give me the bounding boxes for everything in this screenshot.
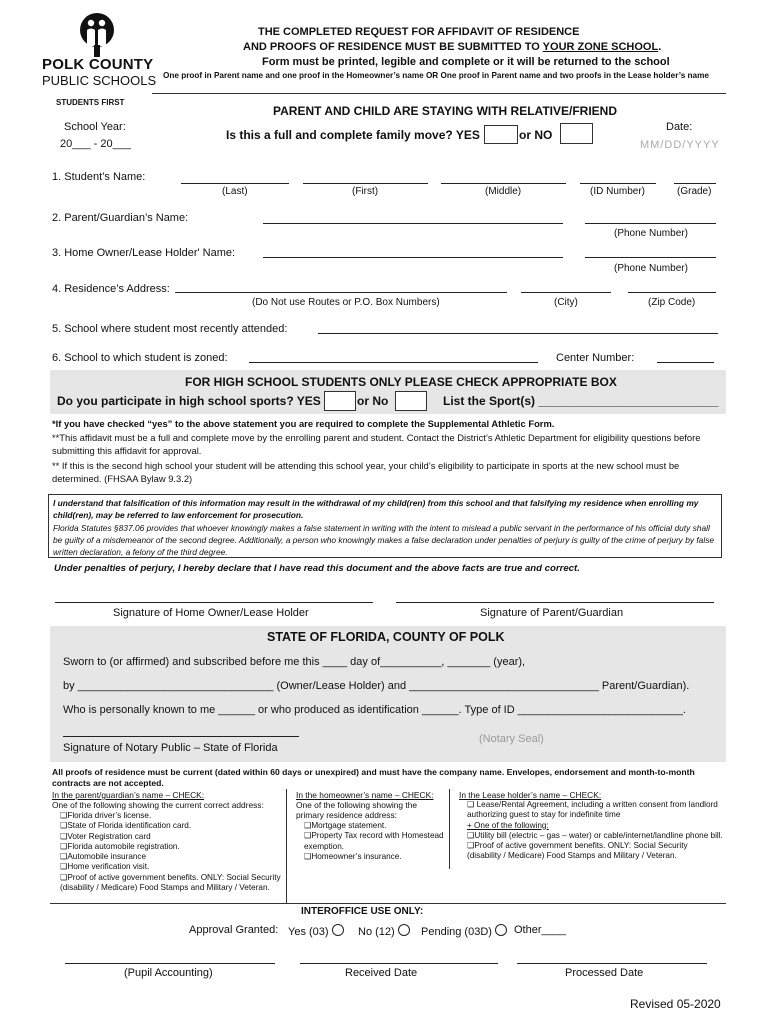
student-first-field[interactable] (303, 183, 428, 184)
proof-checkbox-item[interactable]: ❑Florida automobile registration. (60, 841, 180, 851)
sub-grade: (Grade) (677, 186, 712, 197)
sub-middle: (Middle) (485, 186, 522, 197)
florida-statute: Florida Statutes §837.06 provides that whoever knowingly makes a false statement in writing with the intent to mislead a public servant in the performance of his official duty shall be guilty of a misdemeanor of the second degree. Additionally, a person who knowingly makes a false declaration under penalties of perjury is guilty of the crime of perjury by false written declaration, a felony of the third degree. (53, 523, 715, 557)
proof-checkbox-item[interactable]: ❑Proof of active government benefits. ONLY: Social Security (disability / Medicare) Food Stamps and Military / Veteran. (60, 872, 281, 893)
center-number-label: Center Number: (556, 352, 635, 364)
col2-sub: One of the following showing the primary residence address: (296, 800, 418, 821)
center-number-field[interactable] (657, 362, 714, 363)
sports-question: Do you participate in high school sports? YES (57, 394, 321, 408)
notary-known: Who is personally known to me ______ or who produced as identification ______. Type of ID ___________________________. (63, 704, 686, 716)
athletic-note-1: *If you have checked “yes” to the above statement you are required to complete the Supplemental Athletic Form. (52, 418, 555, 429)
notary-sworn: Sworn to (or affirmed) and subscribed before me this ____ day of__________, _______ (year), (63, 656, 526, 668)
proof-checkbox-item[interactable]: ❑Homeowner’s insurance. (304, 851, 402, 861)
athletic-note-3: ** If this is the second high school your student will be attending this school year, your child’s eligibility to participate in sports at the new school must be determined. (FHSAA Bylaw 9.3.2) (52, 460, 680, 484)
recent-school-field[interactable] (318, 333, 718, 334)
proofs-intro: All proofs of residence must be current (dated within 60 days or unexpired) and must have the company name. Envelopes, endorsement and month-to-month contracts are not accepted. (52, 767, 695, 788)
approval-yes[interactable]: Yes (03) (288, 924, 344, 938)
proof-checkbox-item[interactable]: ❑Utility bill (electric – gas – water) or cable/internet/landline phone bill. (467, 830, 723, 840)
student-middle-field[interactable] (441, 183, 566, 184)
approval-no[interactable]: No (12) (358, 924, 410, 938)
parent-signature-label: Signature of Parent/Guardian (480, 607, 624, 619)
family-move-yes-checkbox[interactable] (484, 125, 518, 144)
notary-seal: (Notary Seal) (479, 733, 544, 745)
district-logo (42, 12, 157, 107)
approval-label: Approval Granted: (189, 924, 279, 936)
received-date-line[interactable] (300, 963, 498, 964)
col1-sub: One of the following showing the current correct address: (52, 800, 264, 810)
zoned-school-label: 6. School to which student is zoned: (52, 352, 228, 364)
home-owner-phone-field[interactable] (585, 257, 716, 258)
interoffice-rule (50, 903, 726, 904)
residence-routes-sub: (Do Not use Routes or P.O. Box Numbers) (252, 297, 440, 308)
yes-radio-icon[interactable] (332, 924, 344, 936)
header-line1: THE COMPLETED REQUEST FOR AFFIDAVIT OF RESIDENCE (258, 26, 580, 38)
zoned-school-field[interactable] (249, 362, 538, 363)
children-tree-icon (42, 12, 152, 58)
sports-no-label: or No (357, 394, 389, 408)
pupil-accounting-line[interactable] (65, 963, 275, 964)
school-year-label: School Year: (64, 121, 126, 133)
legal-warning: I understand that falsification of this information may result in the withdrawal of my child(ren) from this school and that falsifying my residence when enrolling my child(ren), may be referred to law enforcement for prosecution. (53, 498, 699, 520)
residence-zip-sub: (Zip Code) (648, 297, 696, 308)
pending-radio-icon[interactable] (495, 924, 507, 936)
col3-plus: + One of the following: (467, 820, 549, 830)
home-owner-phone-sub: (Phone Number) (614, 263, 688, 274)
col3-head: In the Lease holder’s name – CHECK: (459, 790, 602, 800)
residence-city-sub: (City) (554, 297, 578, 308)
proof-checkbox-item[interactable]: ❑Mortgage statement. (304, 821, 387, 830)
sports-yes-checkbox[interactable] (324, 391, 356, 411)
high-school-title: FOR HIGH SCHOOL STUDENTS ONLY PLEASE CHECK APPROPRIATE BOX (185, 375, 617, 389)
sub-id: (ID Number) (590, 186, 646, 197)
pupil-accounting-label: (Pupil Accounting) (124, 967, 213, 979)
revised-date: Revised 05-2020 (630, 997, 721, 1011)
owner-signature-label: Signature of Home Owner/Lease Holder (113, 607, 309, 619)
home-owner-field[interactable] (263, 257, 563, 258)
no-radio-icon[interactable] (398, 924, 410, 936)
col2-head: In the homeowner’s name – CHECK: (296, 790, 434, 800)
col2-list (304, 821, 448, 862)
student-id-field[interactable] (580, 183, 656, 184)
proof-checkbox-item[interactable]: ❑Proof of active government benefits. ONLY: Social Security (disability / Medicare) Food Stamps and Military / Veteran. (467, 841, 688, 861)
date-label: Date: (666, 121, 693, 133)
residence-address-field[interactable] (175, 292, 507, 293)
col1-head: In the parent/guardian’s name – CHECK: (52, 790, 205, 800)
family-move-no-label: or NO (519, 128, 553, 142)
notary-by: by ________________________________ (Owner/Lease Holder) and _______________________________ Parent/Guardian). (63, 680, 690, 692)
processed-date-label: Processed Date (565, 967, 644, 979)
section-title: PARENT AND CHILD ARE STAYING WITH RELATIVE/FRIEND (273, 104, 618, 118)
student-grade-field[interactable] (674, 183, 716, 184)
col3-list (467, 800, 723, 862)
header-line2: AND PROOFS OF RESIDENCE MUST BE SUBMITTED TO YOUR ZONE SCHOOL. (243, 41, 662, 53)
perjury-declaration: Under penalties of perjury, I hereby declare that I have read this document and the above facts are true and correct. (54, 563, 580, 574)
sports-no-checkbox[interactable] (395, 391, 427, 411)
residence-zip-field[interactable] (628, 292, 716, 293)
parent-signature-line[interactable] (396, 602, 714, 603)
recent-school-label: 5. School where student most recently attended: (52, 323, 288, 335)
parent-phone-field[interactable] (585, 223, 716, 224)
sub-last: (Last) (222, 186, 248, 197)
logo-line1: POLK COUNTY (42, 56, 154, 73)
header-rule (152, 93, 726, 94)
processed-date-line[interactable] (517, 963, 707, 964)
proof-checkbox-item[interactable]: ❑Property Tax record with Homestead exemption. (304, 831, 444, 851)
col1-list (60, 811, 286, 893)
interoffice-title: INTEROFFICE USE ONLY: (301, 906, 424, 917)
header-line4: One proof in Parent name and one proof in the Homeowner’s name OR One proof in Parent name and two proofs in the Lease holder’s name (163, 71, 709, 80)
notary-title: STATE OF FLORIDA, COUNTY OF POLK (267, 630, 505, 644)
residence-label: 4. Residence’s Address: (52, 283, 170, 295)
proof-checkbox-item[interactable]: ❑Florida driver’s license. (60, 811, 152, 820)
received-date-label: Received Date (345, 967, 418, 979)
family-move-question: Is this a full and complete family move? YES (226, 128, 480, 142)
zone-school-underline: YOUR ZONE SCHOOL (542, 41, 659, 53)
proof-checkbox-item[interactable]: ❑Voter Registration card (60, 831, 151, 841)
sports-list[interactable]: List the Sport(s) ___________________________ (443, 394, 719, 408)
approval-other[interactable]: Other____ (514, 924, 566, 936)
athletic-note-2: **This affidavit must be a full and complete move by the enrolling parent and student. Contact the District’s Athletic Department for eligibility questions before submitting this affidavit for approval. (52, 432, 701, 456)
proof-checkbox-item[interactable]: ❑ Lease/Rental Agreement, including a written consent from landlord authorizing guest to stay for indefinite time (467, 800, 718, 820)
notary-signature-label: Signature of Notary Public – State of Florida (63, 742, 278, 754)
logo-line2: PUBLIC SCHOOLS (42, 73, 157, 88)
proof-checkbox-item[interactable]: ❑Home verification visit. (60, 862, 150, 872)
header-line3: Form must be printed, legible and complete or it will be returned to the school (262, 56, 670, 68)
parent-name-field[interactable] (263, 223, 563, 224)
student-name-label: 1. Student’s Name: (52, 171, 146, 183)
school-year-value: 20___ - 20___ (60, 138, 131, 150)
proof-checkbox-item[interactable]: ❑Automobile insurance (60, 852, 147, 862)
notary-signature-line[interactable] (63, 736, 299, 737)
family-move-no-checkbox[interactable] (560, 123, 593, 144)
logo-tagline: STUDENTS FIRST (56, 98, 125, 107)
owner-signature-line[interactable] (55, 602, 373, 603)
parent-phone-sub: (Phone Number) (614, 228, 688, 239)
proof-checkbox-item[interactable]: ❑State of Florida identification card. (60, 821, 192, 831)
approval-pending[interactable]: Pending (03D) (421, 924, 507, 938)
residence-city-field[interactable] (521, 292, 611, 293)
student-last-field[interactable] (181, 183, 289, 184)
home-owner-label: 3. Home Owner/Lease Holder' Name: (52, 247, 236, 259)
parent-name-label: 2. Parent/Guardian’s Name: (52, 212, 189, 224)
date-field[interactable]: MM/DD/YYYY (640, 139, 720, 151)
sub-first: (First) (352, 186, 379, 197)
